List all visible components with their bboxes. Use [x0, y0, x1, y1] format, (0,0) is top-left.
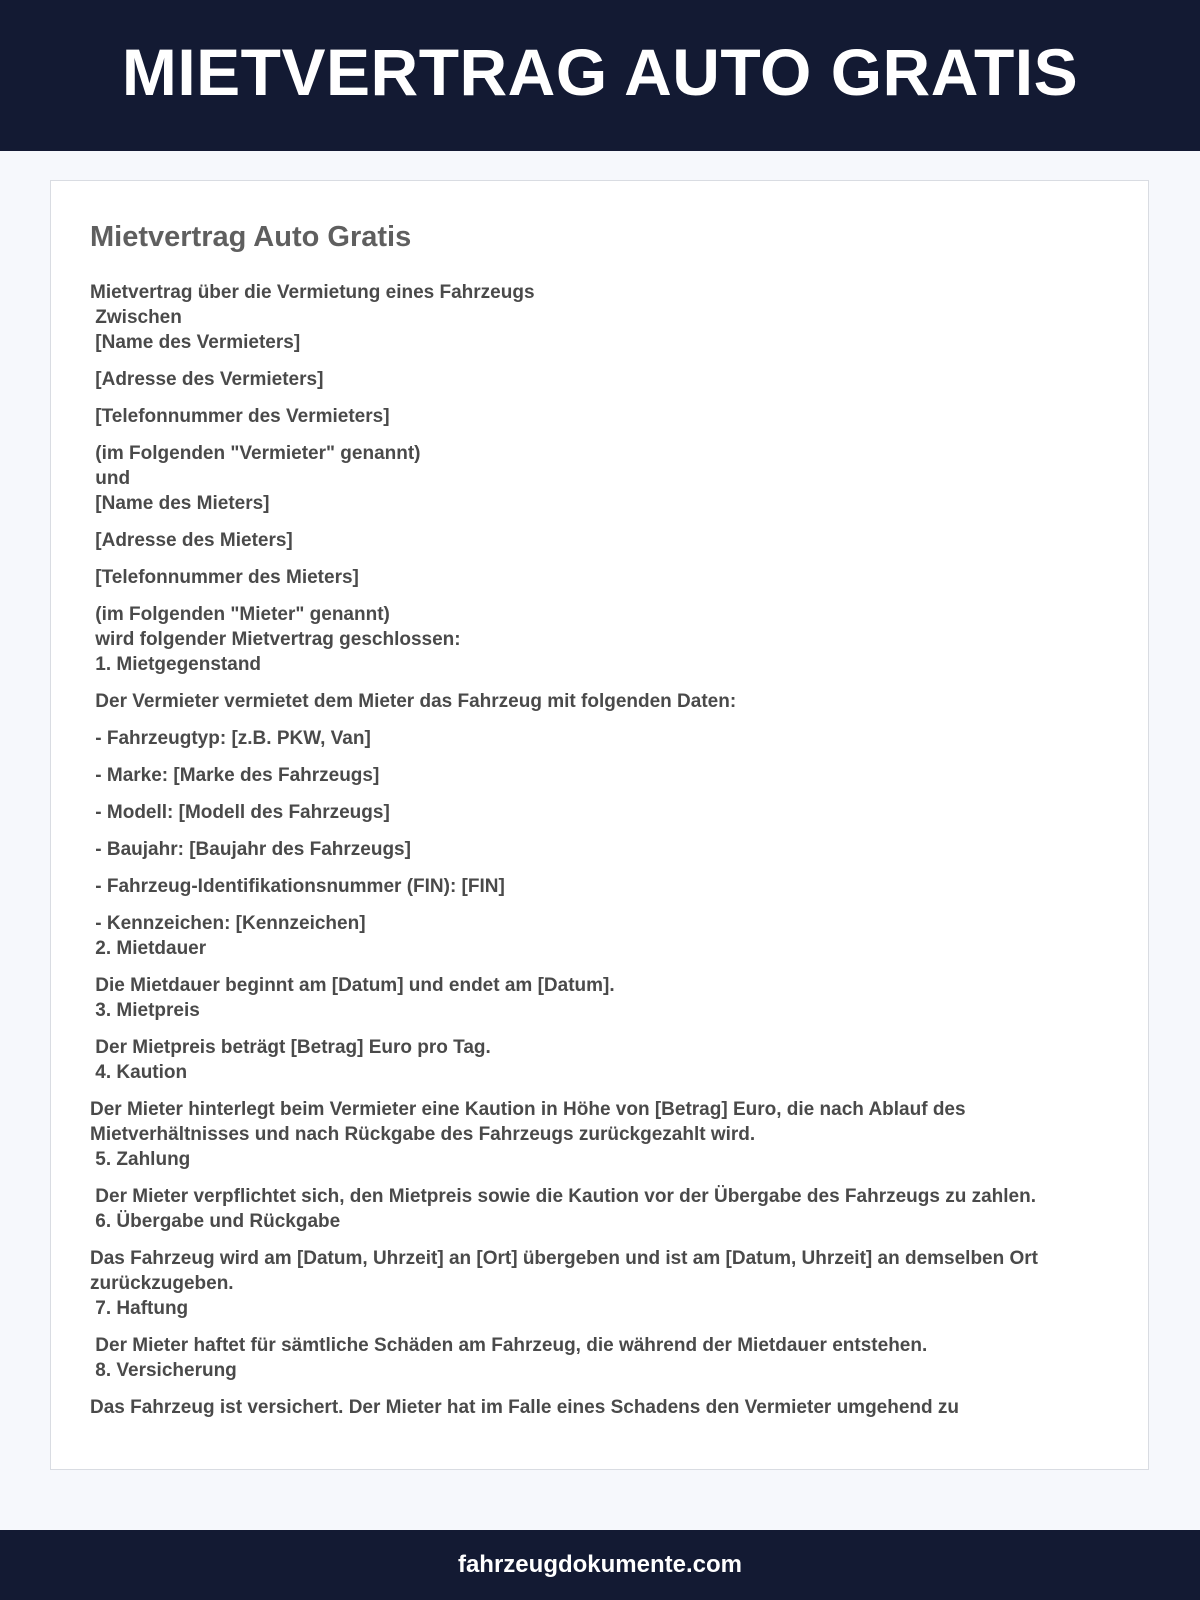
site-header [0, 0, 1200, 151]
document-line: 5. Zahlung [90, 1149, 191, 1170]
document-line: 8. Versicherung [90, 1360, 237, 1381]
document-line: wird folgender Mietvertrag geschlossen: [90, 629, 461, 650]
document-line: 3. Mietpreis [90, 1000, 200, 1021]
document-line: und [90, 468, 131, 489]
document-line: - Kennzeichen: [Kennzeichen] [90, 913, 366, 934]
document-line: - Baujahr: [Baujahr des Fahrzeugs] [90, 839, 411, 860]
document-line: (im Folgenden "Mieter" genannt) [90, 604, 390, 625]
document-line: Das Fahrzeug wird am [Datum, Uhrzeit] an [Ort] übergeben und ist am [Datum, Uhrzeit] an demselben Ort zurückzugeben. [90, 1248, 1039, 1294]
document-line: Der Mieter verpflichtet sich, den Mietpreis sowie die Kaution vor der Übergabe des Fahrzeugs zu zahlen. [90, 1186, 1037, 1207]
document-line: Das Fahrzeug ist versichert. Der Mieter hat im Falle eines Schadens den Vermieter umgehend zu [90, 1397, 960, 1418]
document-line: Mietvertrag über die Vermietung eines Fahrzeugs [90, 282, 535, 303]
document-line: [Adresse des Vermieters] [90, 369, 324, 390]
document-line: Der Mieter haftet für sämtliche Schäden am Fahrzeug, die während der Mietdauer entstehen. [90, 1335, 928, 1356]
document-line: Der Mieter hinterlegt beim Vermieter eine Kaution in Höhe von [Betrag] Euro, die nach Ablauf des Mietverhältnisses und nach Rückgabe des Fahrzeugs zurückgezahlt wird. [90, 1099, 966, 1145]
document-line: Der Mietpreis beträgt [Betrag] Euro pro Tag. [90, 1037, 491, 1058]
document-line: [Adresse des Mieters] [90, 530, 293, 551]
document-card [50, 180, 1149, 1470]
document-line: Der Vermieter vermietet dem Mieter das Fahrzeug mit folgenden Daten: [90, 691, 737, 712]
document-title: Mietvertrag Auto Gratis [90, 221, 412, 253]
document-line: Die Mietdauer beginnt am [Datum] und endet am [Datum]. [90, 975, 615, 996]
document-line: - Modell: [Modell des Fahrzeugs] [90, 802, 390, 823]
document-body [90, 280, 1110, 1420]
footer-site-link[interactable]: fahrzeugdokumente.com [457, 1551, 743, 1578]
page-banner-title: MIETVERTRAG AUTO GRATIS [121, 34, 1079, 109]
document-line: (im Folgenden "Vermieter" genannt) [90, 443, 421, 464]
document-line: [Name des Mieters] [90, 493, 270, 514]
document-line: Zwischen [90, 307, 182, 328]
document-line: 4. Kaution [90, 1062, 188, 1083]
document-line: - Marke: [Marke des Fahrzeugs] [90, 765, 380, 786]
document-line: [Telefonnummer des Mieters] [90, 567, 359, 588]
document-line: 6. Übergabe und Rückgabe [90, 1211, 341, 1232]
site-footer [0, 1530, 1200, 1600]
document-line: 1. Mietgegenstand [90, 654, 262, 675]
document-line: 2. Mietdauer [90, 938, 207, 959]
document-line: - Fahrzeugtyp: [z.B. PKW, Van] [90, 728, 371, 749]
document-line: [Telefonnummer des Vermieters] [90, 406, 390, 427]
document-line: 7. Haftung [90, 1298, 189, 1319]
document-line: [Name des Vermieters] [90, 332, 301, 353]
document-line: - Fahrzeug-Identifikationsnummer (FIN): [FIN] [90, 876, 505, 897]
